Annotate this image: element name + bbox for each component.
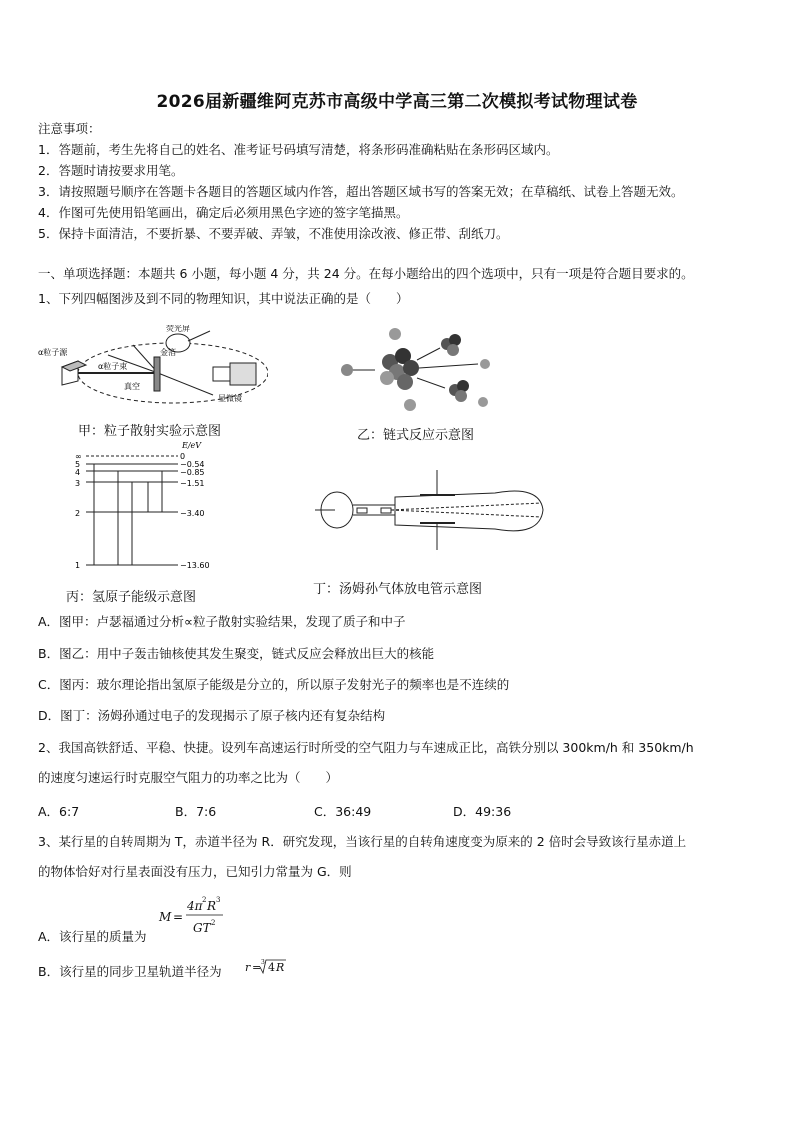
svg-text:2: 2: [202, 896, 207, 904]
notice-item: 1．答题前，考生先将自己的姓名、准考证号码填写清楚，将条形码准确粘贴在条形码区域内。: [38, 142, 559, 157]
svg-text:3: 3: [261, 959, 265, 966]
level-energy: −13.60: [180, 561, 210, 570]
svg-text:M: M: [159, 910, 172, 924]
level-energy: −3.40: [180, 509, 205, 518]
level-energy: 0: [180, 452, 186, 461]
section-heading: 一、单项选择题：本题共 6 小题，每小题 4 分，共 24 分。在每小题给出的四个选项中，只有一项是符合题目要求的。: [38, 266, 694, 281]
question-2-stem: 的速度匀速运行时克服空气阻力的功率之比为（ ）: [38, 770, 339, 785]
notice-item: 4．作图可先使用铅笔画出，确定后必须用黑色字迹的签字笔描黑。: [38, 205, 409, 220]
notice-item: 5．保持卡面清洁，不要折暴、不要弄破、弄皱，不准使用涂改液、修正带、刮纸刀。: [38, 226, 509, 241]
fig-label: 荧光屏: [166, 325, 190, 333]
svg-text:4: 4: [268, 961, 275, 974]
question-3-option-a: A．该行星的质量为: [38, 929, 147, 944]
fig-label: α粒子束: [98, 362, 128, 371]
question-1-option: A．图甲：卢瑟福通过分析∝粒子散射实验结果，发现了质子和中子: [38, 614, 406, 629]
mass-formula: [157, 890, 227, 940]
figure-caption-bing: 丙：氢原子能级示意图: [66, 590, 197, 605]
thomson-tube-figure: [305, 465, 550, 565]
fig-label: 金箔: [160, 348, 176, 357]
question-2-option: D．49:36: [453, 804, 512, 819]
question-2-option: A．6:7: [38, 804, 80, 819]
energy-level-figure: [70, 440, 230, 575]
notice-item: 2．答题时请按要求用笔。: [38, 163, 184, 178]
fig-label: 真空: [124, 382, 140, 391]
level-energy: −1.51: [180, 479, 205, 488]
question-2-option: C．36:49: [314, 804, 372, 819]
orbit-radius-formula: [244, 955, 294, 980]
level-n: 1: [75, 561, 81, 570]
question-3-stem: 3、某行星的自转周期为 T，赤道半径为 R．研究发现，当该行星的自转角速度变为原来的 2 倍时会导致该行星赤道上: [38, 834, 687, 849]
level-energy: −0.54: [180, 460, 205, 469]
svg-text:R: R: [207, 899, 217, 913]
level-n: 3: [75, 479, 81, 488]
question-3-stem: 的物体恰好对行星表面没有压力，已知引力常量为 G．则: [38, 864, 352, 879]
svg-text:=: =: [173, 910, 184, 924]
level-n: 2: [75, 509, 81, 518]
question-1-option: B．图乙：用中子轰击铀核使其发生聚变，链式反应会释放出巨大的核能: [38, 646, 435, 661]
figure-caption-ding: 丁：汤姆孙气体放电管示意图: [313, 582, 483, 597]
fig-label: α粒子源: [38, 348, 68, 357]
energy-unit-label: E/eV: [182, 441, 202, 450]
figure-caption-yi: 乙：链式反应示意图: [357, 428, 475, 443]
svg-text:R: R: [276, 961, 285, 974]
fig-label: 显微镜: [218, 394, 242, 403]
svg-text:r: r: [245, 961, 251, 974]
question-1-option: C．图丙：玻尔理论指出氢原子能级是分立的，所以原子发射光子的频率也是不连续的: [38, 677, 510, 692]
level-n: 5: [75, 460, 81, 469]
question-2-stem: 2、我国高铁舒适、平稳、快捷。设列车高速运行时所受的空气阻力与车速成正比，高铁分别以 300km/h 和 350km/h: [38, 740, 694, 755]
question-1-option: D．图丁：汤姆孙通过电子的发现揭示了原子核内还有复杂结构: [38, 708, 386, 723]
svg-text:GT: GT: [193, 921, 211, 935]
question-2-option: B．7:6: [175, 804, 217, 819]
page-title: 2026届新疆维阿克苏市高级中学高三第二次模拟考试物理试卷: [156, 92, 638, 112]
level-energy: −0.85: [180, 468, 205, 477]
level-n: ∞: [75, 452, 82, 461]
question-1-stem: 1、下列四幅图涉及到不同的物理知识，其中说法正确的是（ ）: [38, 291, 409, 306]
svg-text:2: 2: [211, 919, 216, 927]
notice-item: 3．请按照题号顺序在答题卡各题目的答题区域内作答，超出答题区域书写的答案无效；在草稿纸、试卷上答题无效。: [38, 184, 684, 199]
figure-caption-jia: 甲：粒子散射实验示意图: [78, 424, 222, 439]
question-3-option-b: B．该行星的同步卫星轨道半径为: [38, 964, 222, 979]
svg-text:=: =: [252, 961, 262, 974]
notice-heading: 注意事项：: [38, 121, 101, 136]
svg-text:3: 3: [216, 896, 221, 904]
alpha-scattering-figure: [38, 325, 268, 415]
chain-reaction-figure: [335, 320, 495, 415]
level-n: 4: [75, 468, 81, 477]
svg-text:4π: 4π: [187, 899, 203, 913]
